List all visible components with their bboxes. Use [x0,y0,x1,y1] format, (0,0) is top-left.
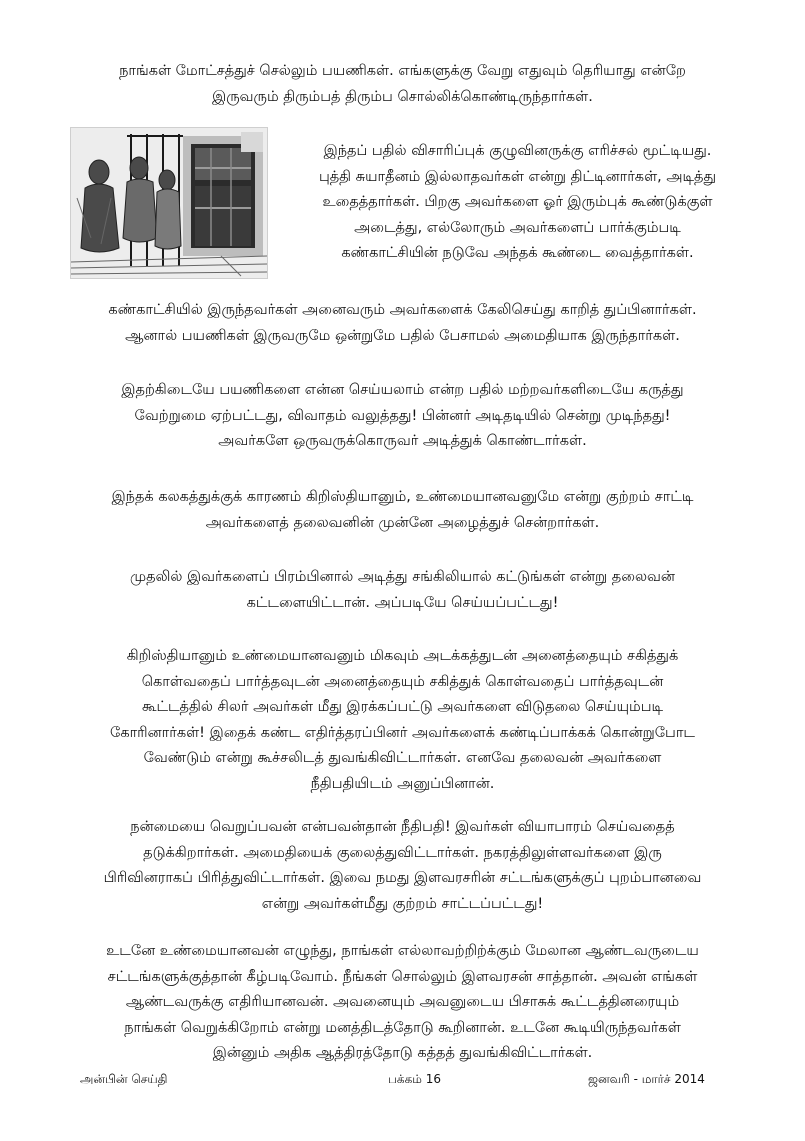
text-line: கிறிஸ்தியானும் உண்மையானவனும் மிகவும் அடக்கத்துடன் அனைத்தையும் சகித்துக் [126,648,679,664]
text-line: ஆண்டவருக்கு எதிரியானவன். அவனையும் அவனுடைய பிசாசுக் கூட்டத்தினரையும் [125,994,680,1010]
text-line: இந்தப் பதில் விசாரிப்புக் குழுவினருக்கு எரிச்சல் மூட்டியது. [323,143,712,159]
text-line: இந்தக் கலகத்துக்குக் காரணம் கிறிஸ்தியானும், உண்மையானவனுமே என்று குற்றம் சாட்டி [111,489,694,505]
text-line: சட்டங்களுக்குத்தான் கீழ்படிவோம். நீங்கள் சொல்லும் இளவரசன் சாத்தான். அவன் எங்கள் [107,968,698,985]
footer-page-number: பக்கம் 16 [388,1072,442,1086]
paragraph-2 [280,139,755,267]
paragraph-4 [60,378,745,455]
text-line: இன்னும் அதிக ஆத்திரத்தோடு கத்தத் துவங்கிவிட்டார்கள். [212,1045,593,1061]
text-line: நீதிபதியிடம் அனுப்பினான். [310,775,495,792]
engraving-icon [71,128,267,278]
text-line: வேண்டும் என்று கூச்சலிடத் துவங்கிவிட்டார்கள். எனவே தலைவன் அவர்களை [143,750,662,766]
paragraph-6 [60,565,745,616]
text-line: அடைத்து, எல்லோரும் அவர்களைப் பார்க்கும்படி [354,219,681,236]
text-line: இதற்கிடையே பயணிகளை என்ன செய்யலாம் என்ற பதில் மற்றவர்களிடையே கருத்து [121,382,684,398]
text-line: கட்டளையிட்டான். அப்படியே செய்யப்பட்டது! [246,594,559,611]
text-line: நன்மையை வெறுப்பவன் என்பவன்தான் நீதிபதி! இவர்கள் வியாபாரம் செய்வதைத் [130,819,675,835]
text-line: என்று அவர்கள்மீது குற்றம் சாட்டப்பட்டது! [261,895,544,912]
footer-publication-name: அன்பின் செய்தி [80,1072,168,1086]
text-line: பிரிவினராகப் பிரித்துவிட்டார்கள். இவை நமது இளவரசரின் சட்டங்களுக்குப் புறம்பானவை [103,870,702,886]
text-line: வேற்றுமை ஏற்பட்டது, விவாதம் வலுத்தது! பின்னர் அடிதடியில் சென்று முடிந்தது! [134,407,671,424]
text-line: இருவரும் திரும்பத் திரும்ப சொல்லிக்கொண்டிருந்தார்கள். [212,88,593,105]
text-line: தடுக்கிறார்கள். அமைதியைக் குலைத்துவிட்டார்கள். நகரத்திலுள்ளவர்களை இரு [143,844,662,861]
text-line: அவர்களைத் தலைவனின் முன்னே அழைத்துச் சென்றார்கள். [205,514,600,531]
text-line: கண்காட்சியின் நடுவே அந்தக் கூண்டை வைத்தார்கள். [341,245,694,261]
paragraph-5 [60,485,745,536]
text-line: கோரினார்கள்! இதைக் கண்ட எதிர்த்தரப்பினர் அவர்களைக் கண்டிப்பாக்கக் கொன்றுபோட [110,724,695,741]
text-line: நாங்கள் மோட்சத்துச் செல்லும் பயணிகள். எங்களுக்கு வேறு எதுவும் தெரியாது என்றே [119,63,686,79]
paragraph-8 [60,815,745,917]
text-line: உதைத்தார்கள். பிறகு அவர்களை ஓர் இரும்புக் கூண்டுக்குள் [322,194,713,210]
engraving-illustration [70,127,268,279]
text-line: புத்தி சுயாதீனம் இல்லாதவர்கள் என்று திட்டினார்கள், அடித்து [318,168,717,185]
footer-issue-date: ஜனவரி - மார்ச் 2014 [588,1072,705,1086]
paragraph-3 [60,298,745,349]
text-line: கண்காட்சியில் இருந்தவர்கள் அனைவரும் அவர்களைக் கேலிசெய்து காறித் துப்பினார்கள். [108,302,697,318]
text-line: கூட்டத்தில் சிலர் அவர்கள் மீது இரக்கப்பட்டு அவர்களை விடுதலை செய்யும்படி [141,699,664,715]
paragraph-9 [60,939,745,1067]
paragraph-1 [60,59,745,110]
text-line: முதலில் இவர்களைப் பிரம்பினால் அடித்து சங்கிலியால் கட்டுங்கள் என்று தலைவன் [130,569,675,585]
text-line: உடனே உண்மையானவன் எழுந்து, நாங்கள் எல்லாவற்றிற்க்கும் மேலான ஆண்டவருடைய [106,943,699,959]
text-line: ஆனால் பயணிகள் இருவருமே ஒன்றுமே பதில் பேசாமல் அமைதியாக இருந்தார்கள். [125,327,680,344]
text-line: நாங்கள் வெறுக்கிறோம் என்று மனத்திடத்தோடு கூறினான். உடனே கூடியிருந்தவர்கள் [124,1019,681,1036]
text-line: அவர்களே ஒருவருக்கொருவர் அடித்துக் கொண்டார்கள். [218,433,587,449]
paragraph-7 [60,644,745,797]
text-line: கொள்வதைப் பார்த்தவுடன் அனைத்தையும் சகித்துக் கொள்வதைப் பார்த்தவுடன் [141,673,664,690]
